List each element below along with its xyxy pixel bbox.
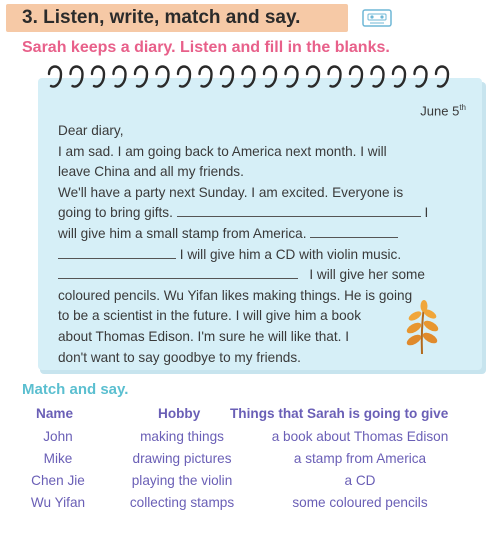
diary-line-with-blank <box>58 203 458 224</box>
diary-line: about Thomas Edison. I'm sure he will like that. I <box>58 328 349 344</box>
column-header-hobby: Hobby <box>158 406 201 421</box>
spiral-ring <box>307 67 319 87</box>
diary-text-segment: I will give him a CD with violin music. <box>179 246 402 262</box>
date-text: June 5 <box>420 103 460 119</box>
match-name[interactable]: Wu Yifan <box>30 495 86 510</box>
diary-line: leave China and all my friends. <box>58 164 244 180</box>
spiral-ring <box>178 67 190 87</box>
date-suffix: th <box>459 103 466 112</box>
spiral-ring <box>92 67 104 87</box>
spiral-binding <box>44 62 454 92</box>
spiral-ring <box>286 67 298 87</box>
fill-blank-4[interactable] <box>58 267 298 279</box>
match-name[interactable]: Mike <box>43 451 73 466</box>
spiral-ring <box>200 67 212 87</box>
match-gift[interactable]: a book about Thomas Edison <box>271 429 449 444</box>
spiral-ring <box>329 67 341 87</box>
wheat-icon <box>398 300 446 356</box>
spiral-ring <box>372 67 384 87</box>
spiral-ring <box>49 67 61 87</box>
fill-blank-3[interactable] <box>58 247 176 259</box>
diary-text-segment: I <box>424 205 429 221</box>
diary-line: don't want to say goodbye to my friends. <box>58 349 301 365</box>
diary-text-segment: will give him a small stamp from America. <box>58 225 307 241</box>
spiral-ring <box>415 67 427 87</box>
match-gift[interactable]: a stamp from America <box>293 451 427 466</box>
match-name[interactable]: Chen Jie <box>31 473 85 488</box>
diary-date <box>420 103 466 118</box>
instruction-text: Sarah keeps a diary. Listen and fill in the blanks. <box>22 39 390 56</box>
diary-line: to be a scientist in the future. I will give him a book <box>58 308 361 324</box>
fill-blank-1[interactable] <box>177 205 421 217</box>
diary-line: We'll have a party next Sunday. I am excited. Everyone is <box>58 184 404 200</box>
match-gift[interactable]: some coloured pencils <box>292 495 428 510</box>
column-header-gift: Things that Sarah is going to give <box>230 406 449 421</box>
spiral-ring <box>264 67 276 87</box>
diary-line-with-blank <box>58 265 458 286</box>
match-hobby[interactable]: collecting stamps <box>129 495 235 510</box>
diary-line-with-blank <box>58 224 458 245</box>
column-header-name: Name <box>36 406 74 421</box>
exercise-title: 3. Listen, write, match and say. <box>22 7 301 28</box>
spiral-ring <box>221 67 233 87</box>
cassette-icon[interactable] <box>362 8 392 28</box>
spiral-ring <box>436 67 448 87</box>
spiral-ring <box>350 67 362 87</box>
diary-text-segment: I will give her some <box>309 267 425 283</box>
spiral-ring <box>393 67 405 87</box>
match-hobby[interactable]: making things <box>140 429 224 444</box>
spiral-ring <box>135 67 147 87</box>
diary-line-with-blank <box>58 245 458 266</box>
diary-text-segment: going to bring gifts. <box>58 205 173 221</box>
spiral-ring <box>71 67 83 87</box>
match-name[interactable]: John <box>43 429 73 444</box>
spiral-ring <box>243 67 255 87</box>
match-hobby[interactable]: drawing pictures <box>132 451 232 466</box>
match-title: Match and say. <box>22 381 129 398</box>
match-gift[interactable]: a CD <box>344 473 376 488</box>
spiral-ring <box>114 67 126 87</box>
spiral-ring <box>157 67 169 87</box>
diary-line: I am sad. I am going back to America next month. I will <box>58 143 387 159</box>
diary-line: coloured pencils. Wu Yifan likes making things. He is going <box>58 287 413 303</box>
fill-blank-2[interactable] <box>310 226 398 238</box>
diary-line: Dear diary, <box>58 123 124 138</box>
match-hobby[interactable]: playing the violin <box>131 473 233 488</box>
